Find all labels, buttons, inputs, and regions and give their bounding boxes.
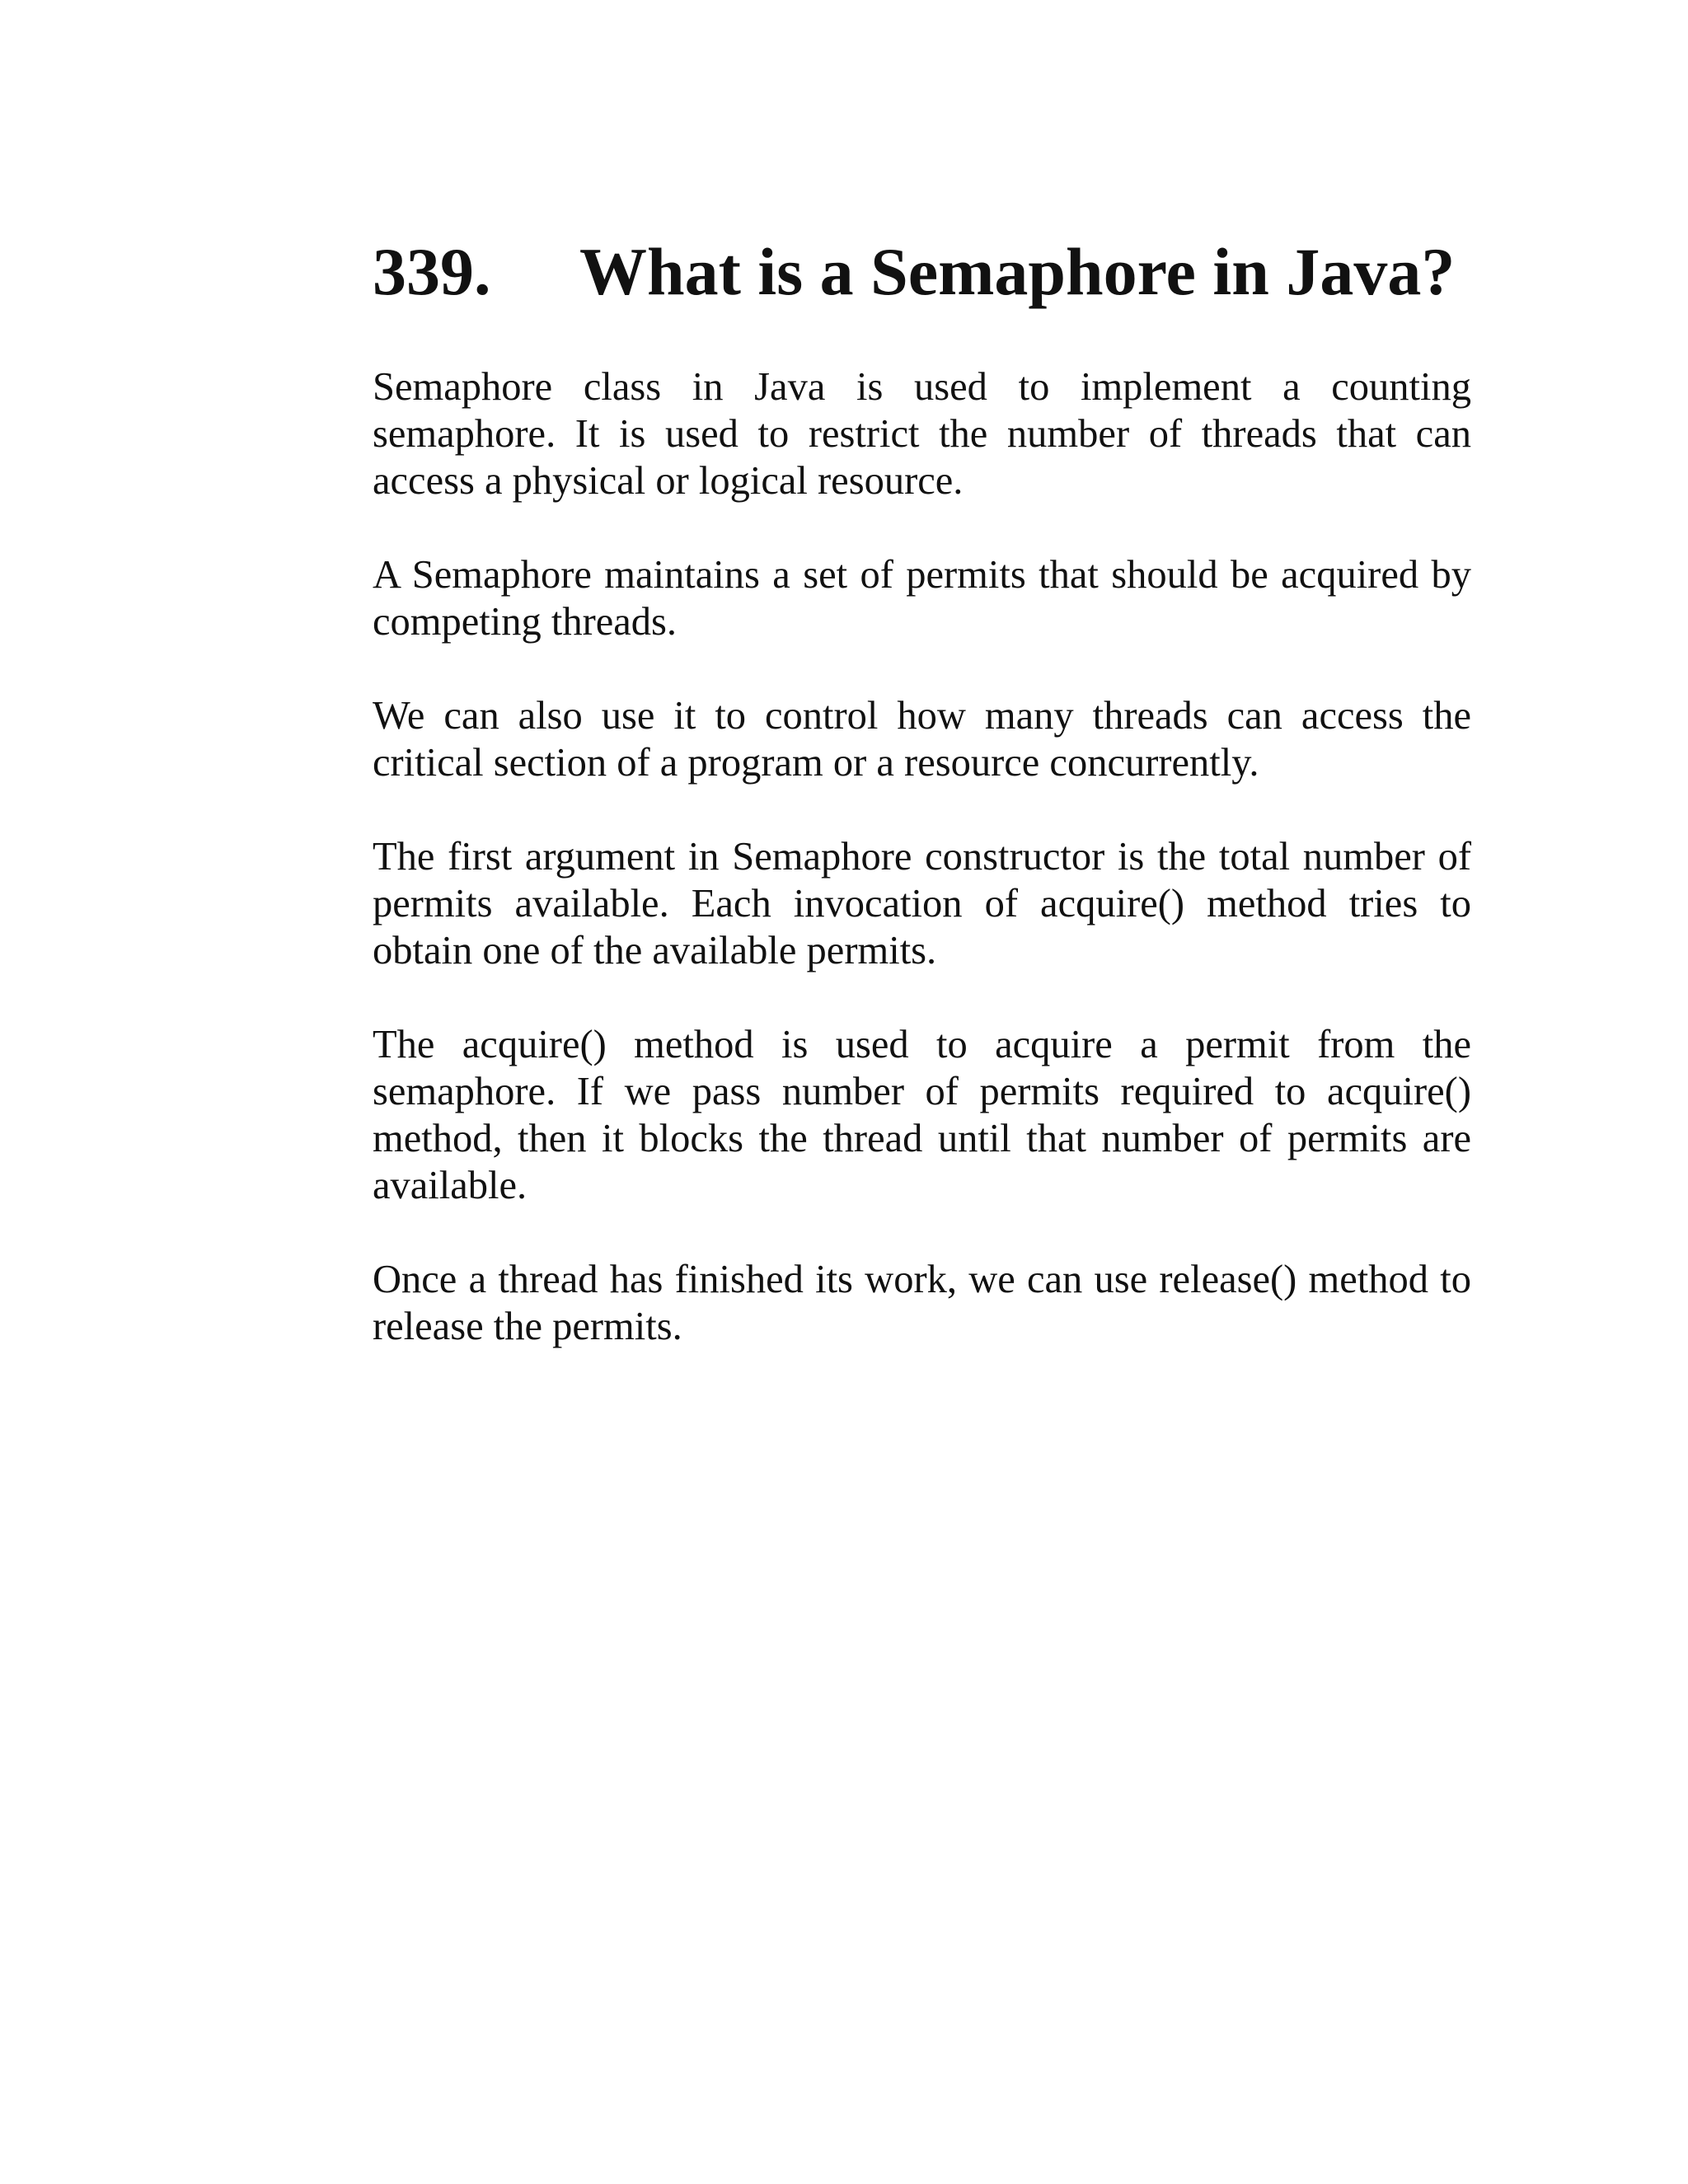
paragraph-constructor: The first argument in Semaphore constructor is the total number of permits available. Each invocation of acquire() method tries to obtain one of the available permits.	[373, 835, 1471, 972]
paragraph-semaphore-definition: Semaphore class in Java is used to implement a counting semaphore. It is used to restrict the number of threads that can access a physical or logical resource.	[373, 365, 1471, 503]
question-number: 339.	[373, 234, 491, 309]
paragraph-acquire: The acquire() method is used to acquire a permit from the semaphore. If we pass number of permits required to acquire() method, then it blocks the thread until that number of permits are available.	[373, 1023, 1471, 1207]
paragraph-release: Once a thread has finished its work, we can use release() method to release the permits.	[373, 1258, 1471, 1348]
question-title: What is a Semaphore in Java?	[579, 234, 1456, 309]
page-content	[373, 223, 1471, 1350]
paragraph-critical-section: We can also use it to control how many threads can access the critical section of a program or a resource concurrently.	[373, 694, 1471, 785]
paragraph-permits: A Semaphore maintains a set of permits that should be acquired by competing threads.	[373, 553, 1471, 644]
question-heading	[373, 223, 1471, 321]
